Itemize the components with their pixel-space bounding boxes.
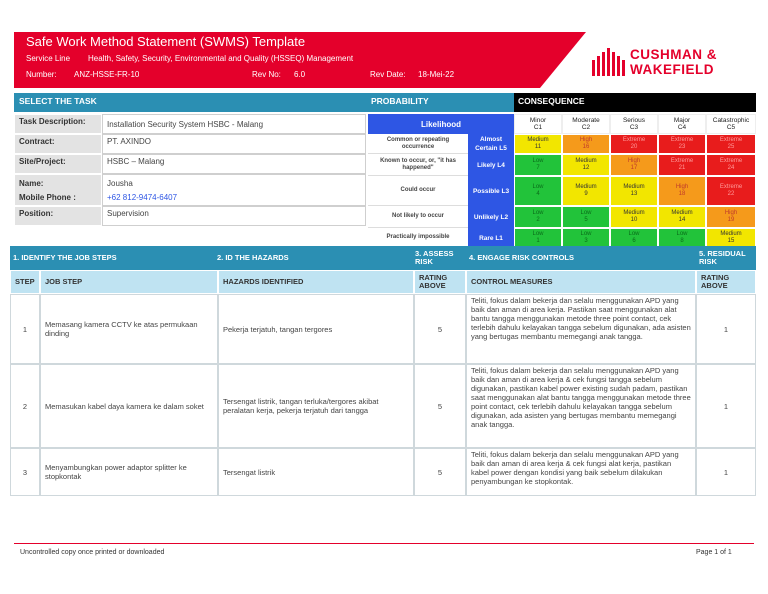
matrix-cell-level: Low	[532, 158, 544, 164]
matrix-cell	[610, 176, 658, 206]
section-residual-risk: 5. RESIDUAL RISK	[696, 246, 756, 270]
col-rating-above: RATING ABOVE	[414, 270, 466, 294]
consequence-c1	[514, 114, 562, 134]
matrix-cell	[706, 154, 756, 176]
matrix-cell-level: High	[724, 210, 738, 216]
matrix-cell-level: Extreme	[719, 184, 743, 190]
consequence-name: Catastrophic	[712, 116, 750, 124]
select-task-header: SELECT THE TASK	[14, 93, 368, 112]
matrix-cell-level: Medium	[575, 158, 597, 164]
name-value: Jousha	[107, 179, 133, 188]
matrix-cell	[610, 154, 658, 176]
rev-no-label: Rev No:	[252, 70, 281, 79]
matrix-cell-level: Extreme	[670, 137, 694, 143]
probability-description: Not likely to occur	[368, 206, 468, 228]
matrix-cell-score: 7	[536, 165, 540, 171]
matrix-cell-score: 25	[727, 144, 735, 150]
service-line-label: Service Line	[26, 54, 71, 63]
matrix-cell-level: Low	[532, 210, 544, 216]
probability-level: Almost Certain L5	[468, 134, 514, 154]
footer-page-number: Page 1 of 1	[696, 549, 732, 556]
matrix-cell-level: Low	[628, 231, 640, 237]
matrix-cell	[658, 134, 706, 154]
consequence-name: Major	[673, 116, 691, 124]
logo-text-line2: WAKEFIELD	[630, 62, 714, 77]
matrix-cell-score: 16	[582, 144, 590, 150]
rating-above-value: 5	[414, 294, 466, 364]
consequence-code: C3	[629, 124, 639, 131]
matrix-cell	[562, 176, 610, 206]
matrix-cell	[562, 228, 610, 248]
matrix-cell-level: Low	[676, 231, 688, 237]
matrix-cell-level: Extreme	[670, 158, 694, 164]
section-assess-risk: 3. ASSESS RISK	[412, 246, 466, 270]
matrix-cell-level: Extreme	[719, 137, 743, 143]
probability-description: Common or repeating occurrence	[368, 134, 468, 154]
matrix-cell-level: Low	[580, 210, 592, 216]
job-step-text: Memasang kamera CCTV ke atas permukaan dinding	[40, 294, 218, 364]
probability-level: Possible L3	[468, 176, 514, 206]
matrix-cell-level: High	[675, 184, 689, 190]
matrix-cell-level: Medium	[623, 210, 645, 216]
matrix-cell-score: 4	[536, 191, 540, 197]
task-description-label: Task Description:	[14, 114, 102, 134]
probability-header: PROBABILITY	[368, 93, 514, 112]
matrix-cell-score: 1	[536, 238, 540, 244]
matrix-cell-level: Medium	[575, 184, 597, 190]
matrix-cell	[706, 134, 756, 154]
col-rating-above-residual: RATING ABOVE	[696, 270, 756, 294]
section-identify-job-steps: 1. IDENTIFY THE JOB STEPS	[10, 246, 214, 270]
position-label: Position:	[14, 206, 102, 226]
consequence-code: C5	[726, 124, 736, 131]
matrix-cell-score: 15	[727, 238, 735, 244]
matrix-cell	[610, 206, 658, 228]
matrix-cell	[658, 206, 706, 228]
rating-above-value: 5	[414, 448, 466, 496]
matrix-cell	[514, 228, 562, 248]
service-line-value: Health, Safety, Security, Environmental and Quality (HSSEQ) Management	[88, 54, 354, 63]
probability-description: Could occur	[368, 176, 468, 206]
residual-rating-value: 1	[696, 364, 756, 448]
document-header	[0, 0, 768, 88]
logo-building-icon	[590, 46, 628, 78]
matrix-cell	[562, 134, 610, 154]
matrix-cell-score: 17	[630, 165, 638, 171]
rev-date-value: 18-Mei-22	[418, 70, 455, 79]
matrix-cell	[514, 206, 562, 228]
matrix-cell	[562, 206, 610, 228]
probability-description: Known to occur, or, "it has happened"	[368, 154, 468, 176]
matrix-cell-level: Medium	[623, 184, 645, 190]
consequence-c5	[706, 114, 756, 134]
consequence-c4	[658, 114, 706, 134]
rev-no-value: 6.0	[294, 70, 306, 79]
control-measures-text: Teliti, fokus dalam bekerja dan selalu menggunakan APD yang baik dan aman di area kerja. Pastikan saat menggunakan alat bantu tangga menggunakan metode three point contact, cek terlebih dahulu kelayakan tangga sebelum digunakan, ada asisten yang bertugas membantu memegangi anak tangga.	[466, 294, 696, 364]
matrix-cell	[658, 176, 706, 206]
control-measures-text: Teliti, fokus dalam bekerja dan selalu menggunakan APD yang baik dan aman di area kerja & cek fungsi tangga sebelum digunakan, pastikan kabel power existing sudah padam, pastikan saat menggunakan alat bantu tangga menggunakan metode three point contact, cek terlebih dahulu kelayakan tangga sebelum digunakan, ada asisten yang bertugas membantu memegangi anak tangga.	[466, 364, 696, 448]
hazard-text: Pekerja terjatuh, tangan tergores	[218, 294, 414, 364]
matrix-cell-level: High	[627, 158, 641, 164]
hazard-text: Tersengat listrik	[218, 448, 414, 496]
col-hazards: HAZARDS IDENTIFIED	[218, 270, 414, 294]
matrix-cell-level: Low	[532, 231, 544, 237]
site-project-value: HSBC – Malang	[102, 154, 366, 174]
job-step-text: Memasukan kabel daya kamera ke dalam soket	[40, 364, 218, 448]
hazard-text: Tersengat listrik, tangan terluka/tergores akibat peralatan kerja, pekerja terjatuh dari tangga	[218, 364, 414, 448]
matrix-cell-level: Medium	[720, 231, 742, 237]
matrix-cell-score: 9	[584, 191, 588, 197]
step-number: 2	[10, 364, 40, 448]
consequence-c3	[610, 114, 658, 134]
matrix-cell-score: 22	[727, 191, 735, 197]
probability-level: Rare L1	[468, 228, 514, 248]
matrix-cell-score: 5	[584, 217, 588, 223]
cushman-wakefield-logo	[590, 44, 740, 78]
site-project-label: Site/Project:	[14, 154, 102, 174]
matrix-cell	[610, 134, 658, 154]
consequence-name: Moderate	[572, 116, 600, 124]
step-number: 1	[10, 294, 40, 364]
position-value: Supervision	[102, 206, 366, 226]
matrix-cell	[706, 176, 756, 206]
number-value: ANZ-HSSE-FR-10	[74, 70, 140, 79]
matrix-cell-score: 13	[630, 191, 638, 197]
consequence-name: Serious	[622, 116, 646, 124]
matrix-cell-score: 14	[678, 217, 686, 223]
residual-rating-value: 1	[696, 294, 756, 364]
matrix-cell-score: 24	[727, 165, 735, 171]
contract-label: Contract:	[14, 134, 102, 154]
matrix-cell-level: Low	[532, 184, 544, 190]
footer-divider	[14, 543, 754, 544]
matrix-cell-level: Medium	[527, 137, 549, 143]
matrix-cell	[706, 228, 756, 248]
section-id-hazards: 2. ID THE HAZARDS	[214, 246, 412, 270]
control-measures-text: Teliti, fokus dalam bekerja dan selalu menggunakan APD yang baik dan aman di area kerja & cek fungsi alat kerja, pastikan kabel power dengan kondisi yang baik sebelum dilakukan penyambungan ke stopkontak.	[466, 448, 696, 496]
matrix-cell-level: Low	[580, 231, 592, 237]
rev-date-label: Rev Date:	[370, 70, 406, 79]
step-number: 3	[10, 448, 40, 496]
mobile-phone-label: Mobile Phone :	[19, 193, 76, 202]
matrix-cell-level: High	[579, 137, 593, 143]
matrix-cell-level: Extreme	[622, 137, 646, 143]
matrix-cell-score: 10	[630, 217, 638, 223]
matrix-cell-score: 20	[630, 144, 638, 150]
matrix-cell	[658, 154, 706, 176]
matrix-cell	[514, 154, 562, 176]
col-job-step: JOB STEP	[40, 270, 218, 294]
logo-text-line1: CUSHMAN &	[630, 47, 717, 62]
matrix-cell-level: Medium	[671, 210, 693, 216]
consequence-c2	[562, 114, 610, 134]
matrix-cell	[706, 206, 756, 228]
section-engage-risk-controls: 4. ENGAGE RISK CONTROLS	[466, 246, 696, 270]
matrix-cell-score: 11	[534, 144, 542, 150]
matrix-cell-score: 19	[727, 217, 735, 223]
number-label: Number:	[26, 70, 57, 79]
job-step-text: Menyambungkan power adaptor splitter ke stopkontak	[40, 448, 218, 496]
consequence-code: C2	[581, 124, 591, 131]
document-title: Safe Work Method Statement (SWMS) Template	[26, 34, 306, 49]
mobile-phone-value[interactable]: +62 812-9474-6407	[107, 193, 178, 202]
name-phone-value	[102, 174, 366, 206]
name-label: Name:	[19, 179, 44, 188]
matrix-cell	[610, 228, 658, 248]
matrix-cell-score: 12	[582, 165, 590, 171]
residual-rating-value: 1	[696, 448, 756, 496]
col-control-measures: CONTROL MEASURES	[466, 270, 696, 294]
matrix-cell-score: 23	[678, 144, 686, 150]
footer-uncontrolled-copy: Uncontrolled copy once printed or downloaded	[20, 549, 165, 556]
consequence-name: Minor	[529, 116, 547, 124]
probability-level: Likely L4	[468, 154, 514, 176]
matrix-cell-level: Extreme	[719, 158, 743, 164]
matrix-cell	[562, 154, 610, 176]
rating-above-value: 5	[414, 364, 466, 448]
matrix-cell-score: 21	[678, 165, 686, 171]
matrix-cell-score: 3	[584, 238, 588, 244]
col-step: STEP	[10, 270, 40, 294]
consequence-code: C1	[533, 124, 543, 131]
matrix-cell-score: 8	[680, 238, 684, 244]
matrix-cell	[514, 134, 562, 154]
consequence-code: C4	[677, 124, 687, 131]
matrix-cell-score: 6	[632, 238, 636, 244]
matrix-cell	[514, 176, 562, 206]
matrix-cell-score: 2	[536, 217, 540, 223]
likelihood-header: Likelihood	[368, 114, 514, 134]
matrix-cell	[658, 228, 706, 248]
probability-level: Unlikely L2	[468, 206, 514, 228]
name-phone-label	[14, 174, 102, 206]
matrix-cell-score: 18	[678, 191, 686, 197]
consequence-header: CONSEQUENCE	[514, 93, 756, 112]
contract-value: PT. AXINDO	[102, 134, 366, 154]
probability-description: Practically impossible	[368, 228, 468, 248]
task-description-value: Installation Security System HSBC - Malang	[102, 114, 366, 134]
